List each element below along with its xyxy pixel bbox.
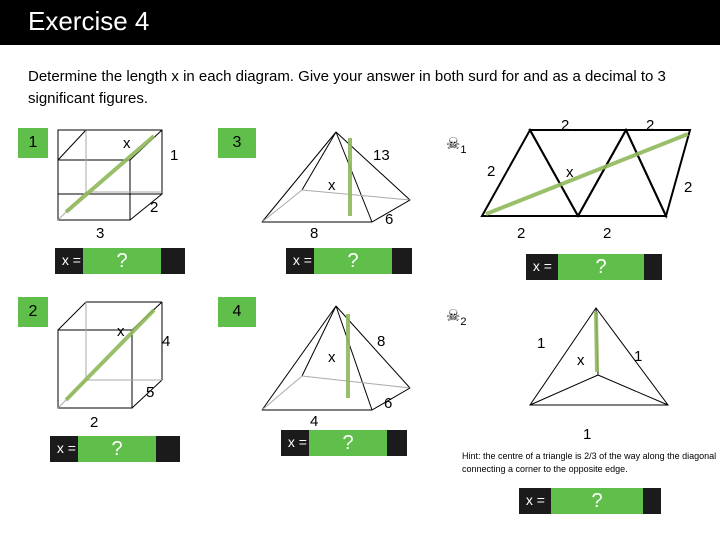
x-equals-label: x =: [287, 434, 307, 450]
s1-label-bottom-2: 2: [603, 225, 612, 242]
q2-label-width: 2: [90, 414, 99, 431]
s1-label-top-2: 2: [646, 117, 655, 134]
q2-label-depth: 5: [146, 384, 155, 401]
answer-placeholder[interactable]: ?: [551, 488, 643, 514]
x-equals-label: x =: [532, 258, 552, 274]
question-badge-4: 4: [218, 297, 256, 327]
answer-box-q4[interactable]: [281, 430, 407, 456]
question-badge-1: 1: [18, 128, 48, 158]
answer-box-s1[interactable]: [526, 254, 662, 280]
q2-label-x: x: [117, 323, 125, 340]
skull-badge-2: $☠_2$: [446, 308, 467, 329]
q3-label-slant: 13: [373, 147, 390, 164]
answer-placeholder[interactable]: ?: [83, 248, 161, 274]
s1-label-x: x: [566, 164, 574, 181]
answer-box-q3[interactable]: [286, 248, 412, 274]
x-equals-label: x =: [56, 440, 76, 456]
answer-box-q2[interactable]: [50, 436, 180, 462]
s2-label-x: x: [577, 352, 585, 369]
s2-label-left: 1: [537, 335, 546, 352]
q1-label-depth: 2: [150, 199, 159, 216]
question-badge-3: 3: [218, 128, 256, 158]
q4-label-side: 6: [384, 395, 393, 412]
s2-label-bottom: 1: [583, 426, 592, 443]
q3-label-side: 6: [385, 211, 394, 228]
s1-label-top-1: 2: [561, 117, 570, 134]
answer-box-s2[interactable]: [519, 488, 661, 514]
answer-placeholder[interactable]: ?: [78, 436, 156, 462]
q4-label-slant: 8: [377, 333, 386, 350]
answer-placeholder[interactable]: ?: [558, 254, 644, 280]
s1-label-left: 2: [487, 163, 496, 180]
q4-label-base: 4: [310, 413, 319, 430]
q3-pyramid: [262, 132, 410, 222]
q1-label-height: 1: [170, 147, 179, 164]
answer-placeholder[interactable]: ?: [309, 430, 387, 456]
skull-badge-1: $☠_1$: [446, 136, 467, 157]
q2-label-height: 4: [162, 333, 171, 350]
s2-tetrahedron: [530, 308, 668, 405]
q1-label-x: x: [123, 135, 131, 152]
page-title: Exercise 4: [28, 6, 150, 36]
q3-label-x: x: [328, 177, 336, 194]
q3-label-base: 8: [310, 225, 319, 242]
answer-box-q1[interactable]: [55, 248, 185, 274]
x-equals-label: x =: [61, 252, 81, 268]
s1-label-right: 2: [684, 179, 693, 196]
x-equals-label: x =: [525, 492, 545, 508]
answer-placeholder[interactable]: ?: [314, 248, 392, 274]
s2-label-right: 1: [634, 348, 643, 365]
q1-label-width: 3: [96, 225, 105, 242]
hint-text: Hint: the centre of a triangle is 2/3 of the way along the diagonal connecting a corner to the opposite edge.: [462, 451, 717, 474]
instructions: Determine the length x in each diagram. Give your answer in both surd for and as a decimal to 3 significant figures.: [28, 68, 666, 107]
question-badge-2: 2: [18, 297, 48, 327]
s1-label-bottom-1: 2: [517, 225, 526, 242]
x-equals-label: x =: [292, 252, 312, 268]
q4-label-x: x: [328, 349, 336, 366]
